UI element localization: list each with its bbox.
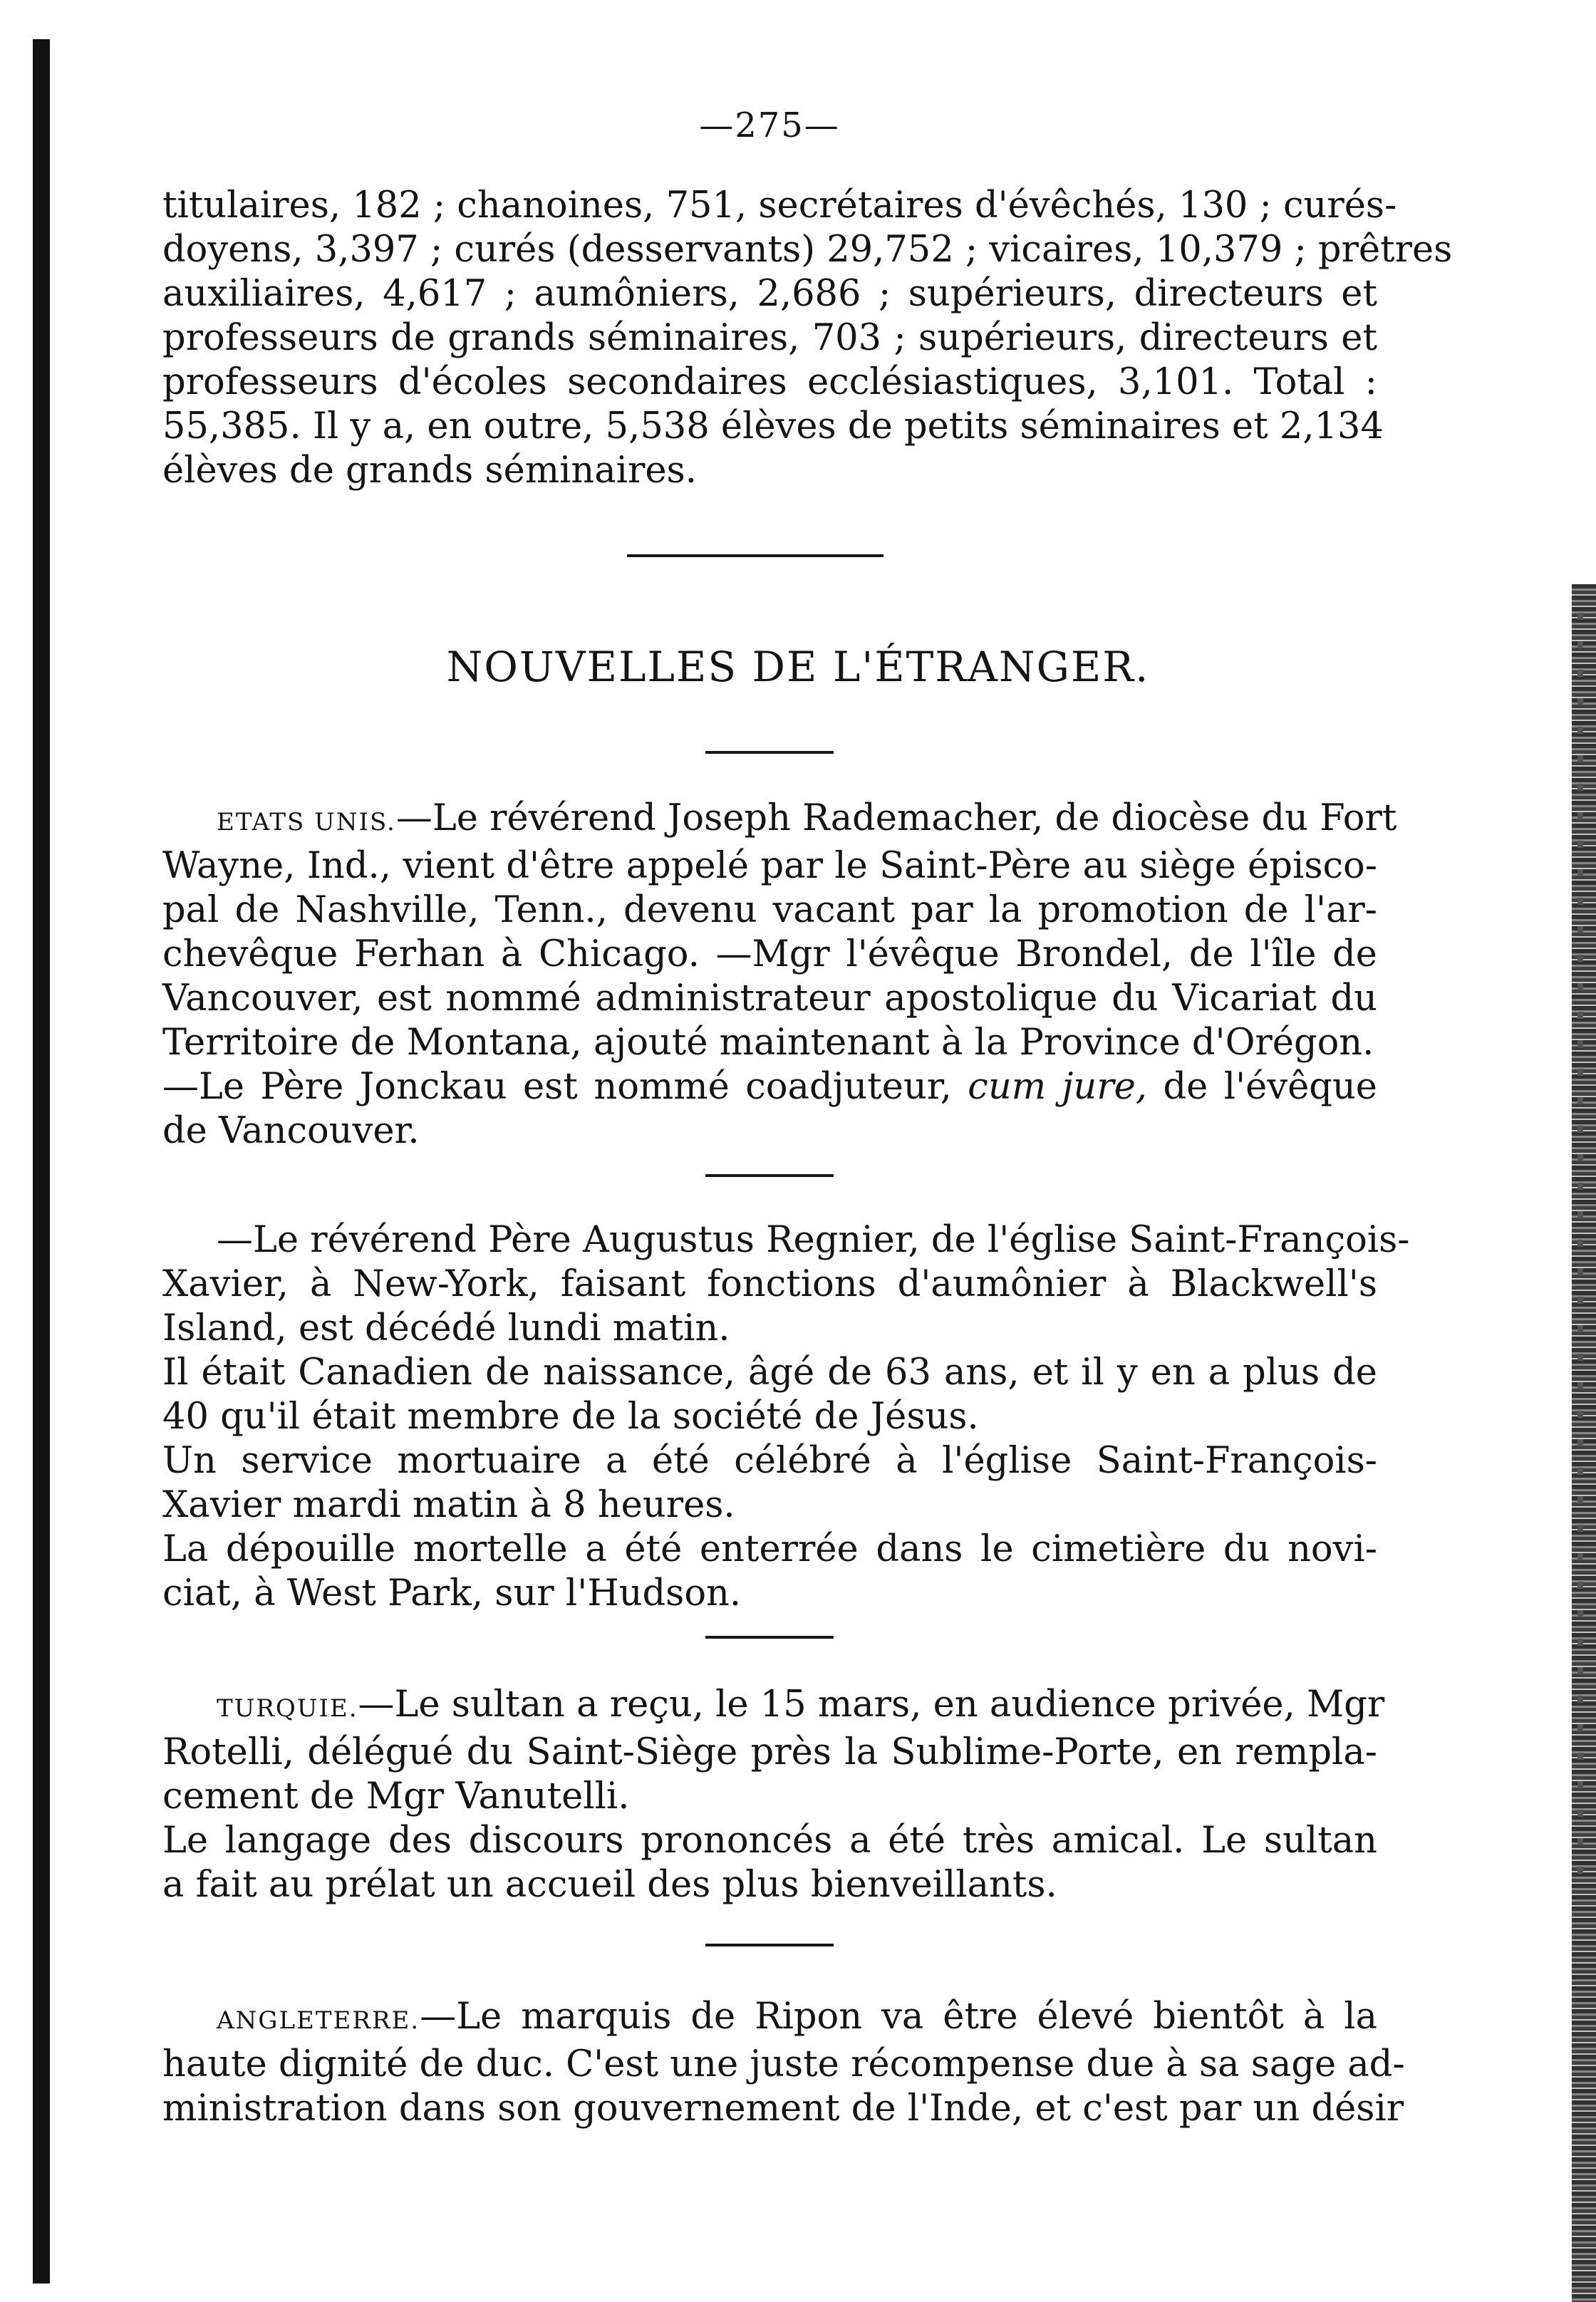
- text-line: professeurs de grands séminaires, 703 ; supérieurs, directeurs et: [162, 317, 1377, 359]
- text-line: ciat, à West Park, sur l'Hudson.: [162, 1572, 742, 1614]
- page-number: —275—: [699, 105, 840, 145]
- separator-rule: [705, 1174, 834, 1177]
- scan-binding-edge: [33, 39, 50, 2283]
- text-line: Il était Canadien de naissance, âgé de 63 ans, et il y en a plus de: [162, 1352, 1377, 1394]
- text-line: Xavier, à New-York, faisant fonctions d'aumônier à Blackwell's: [162, 1263, 1377, 1305]
- text-line: haute dignité de duc. C'est une juste récompense due à sa sage ad-: [162, 2043, 1405, 2085]
- section-heading: NOUVELLES DE L'ÉTRANGER.: [446, 643, 1150, 691]
- text-line: Vancouver, est nommé administrateur apostolique du Vicariat du: [162, 978, 1377, 1020]
- news-item-regnier: [162, 1218, 1410, 1616]
- text-line: titulaires, 182 ; chanoines, 751, secrétaires d'évêchés, 130 ; curés-: [162, 185, 1397, 227]
- text-line: ANGLETERRE.—Le marquis de Ripon va être élevé bientôt à la: [217, 1996, 1377, 2038]
- text-line: chevêque Ferhan à Chicago. —Mgr l'évêque Brondel, de l'île de: [162, 933, 1377, 975]
- text-line: Territoire de Montana, ajouté maintenant à la Province d'Orégon.: [162, 1022, 1374, 1064]
- text-line: de Vancouver.: [162, 1110, 420, 1152]
- news-item-etats-unis: [162, 797, 1397, 1153]
- text-line: Wayne, Ind., vient d'être appelé par le Saint-Père au siège épisco-: [162, 845, 1377, 887]
- text-line: TURQUIE.—Le sultan a reçu, le 15 mars, en audience privée, Mgr: [217, 1684, 1385, 1726]
- text-line: ETATS UNIS.—Le révérend Joseph Rademacher, de diocèse du Fort: [217, 797, 1397, 839]
- text-line: Le langage des discours prononcés a été très amical. Le sultan: [162, 1820, 1377, 1862]
- scan-page-edge-marks: [1577, 613, 1583, 1895]
- text-line: a fait au prélat un accueil des plus bienveillants.: [162, 1864, 1057, 1906]
- text-line: Island, est décédé lundi matin.: [162, 1307, 730, 1349]
- text-line: cement de Mgr Vanutelli.: [162, 1775, 630, 1818]
- text-line: auxiliaires, 4,617 ; aumôniers, 2,686 ; supérieurs, directeurs et: [162, 273, 1377, 315]
- text-line: —Le révérend Père Augustus Regnier, de l'église Saint-François-: [217, 1219, 1410, 1261]
- text-line: Rotelli, délégué du Saint-Siège près la Sublime-Porte, en rempla-: [162, 1731, 1377, 1773]
- separator-rule: [627, 554, 884, 557]
- text-line: élèves de grands séminaires.: [162, 450, 697, 492]
- separator-rule: [705, 1944, 834, 1946]
- text-line: Xavier mardi matin à 8 heures.: [162, 1484, 735, 1526]
- intro-paragraph: [162, 184, 1453, 493]
- text-line: 40 qu'il était membre de la société de Jésus.: [162, 1396, 979, 1438]
- text-line: pal de Nashville, Tenn., devenu vacant par la promotion de l'ar-: [162, 889, 1377, 931]
- text-line: La dépouille mortelle a été enterrée dans le cimetière du novi-: [162, 1528, 1377, 1570]
- separator-rule: [705, 751, 834, 754]
- text-line: 55,385. Il y a, en outre, 5,538 élèves de petits séminaires et 2,134: [162, 405, 1384, 447]
- country-label: ETATS UNIS.: [217, 808, 396, 836]
- news-item-angleterre: [162, 1995, 1405, 2131]
- country-label: TURQUIE.: [217, 1694, 358, 1723]
- country-label: ANGLETERRE.: [217, 2006, 420, 2035]
- text-line: doyens, 3,397 ; curés (desservants) 29,752 ; vicaires, 10,379 ; prêtres: [162, 229, 1453, 271]
- text-line: professeurs d'écoles secondaires ecclésiastiques, 3,101. Total :: [162, 361, 1377, 403]
- scan-page-edge: [1572, 584, 1596, 2302]
- text-line: Un service mortuaire a été célébré à l'église Saint-François-: [162, 1440, 1377, 1482]
- separator-rule: [705, 1636, 834, 1639]
- text-line: —Le Père Jonckau est nommé coadjuteur, cum jure, de l'évêque: [162, 1066, 1377, 1108]
- news-item-turquie: [162, 1683, 1385, 1907]
- text-line: ministration dans son gouvernement de l'Inde, et c'est par un désir: [162, 2088, 1404, 2130]
